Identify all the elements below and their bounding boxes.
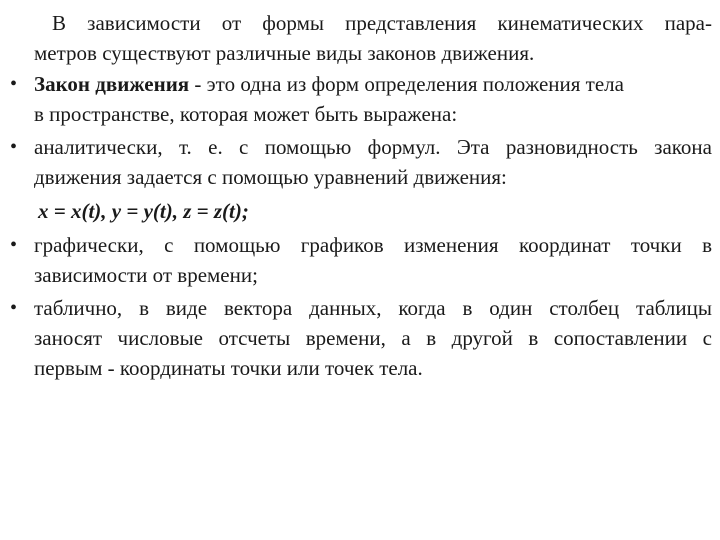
term-law-of-motion: Закон движения: [34, 72, 190, 96]
bullet-icon: •: [10, 234, 18, 256]
bullet-icon: •: [10, 73, 18, 95]
bullet-icon: •: [10, 136, 18, 158]
list-item-text: зависимости от времени;: [34, 263, 258, 287]
list-item-text: таблично, в виде вектора данных, когда в один столбец таблицы: [34, 296, 712, 320]
list-item-text: движения задается с помощью уравнений движения:: [34, 165, 507, 189]
list-item-text: аналитически, т. е. с помощью формул. Эта разновидность закона: [34, 135, 712, 159]
term-definition: - это одна из форм определения положения тела: [189, 72, 624, 96]
list-item-text: в пространстве, которая может быть выражена:: [34, 102, 458, 126]
list-item-text: первым - координаты точки или точек тела.: [34, 356, 423, 380]
bullet-icon: •: [10, 297, 18, 319]
motion-equations: x = x(t), y = y(t), z = z(t);: [38, 199, 249, 223]
list-item-text: заносят числовые отсчеты времени, а в другой в сопоставлении с: [34, 326, 712, 350]
list-item-text: графически, с помощью графиков изменения координат точки в: [34, 233, 712, 257]
intro-text-2: метров существуют различные виды законов движения.: [34, 41, 535, 65]
intro-text-1: В зависимости от формы представления кинематических пара-: [52, 11, 712, 35]
list-item-text: [34, 69, 712, 99]
